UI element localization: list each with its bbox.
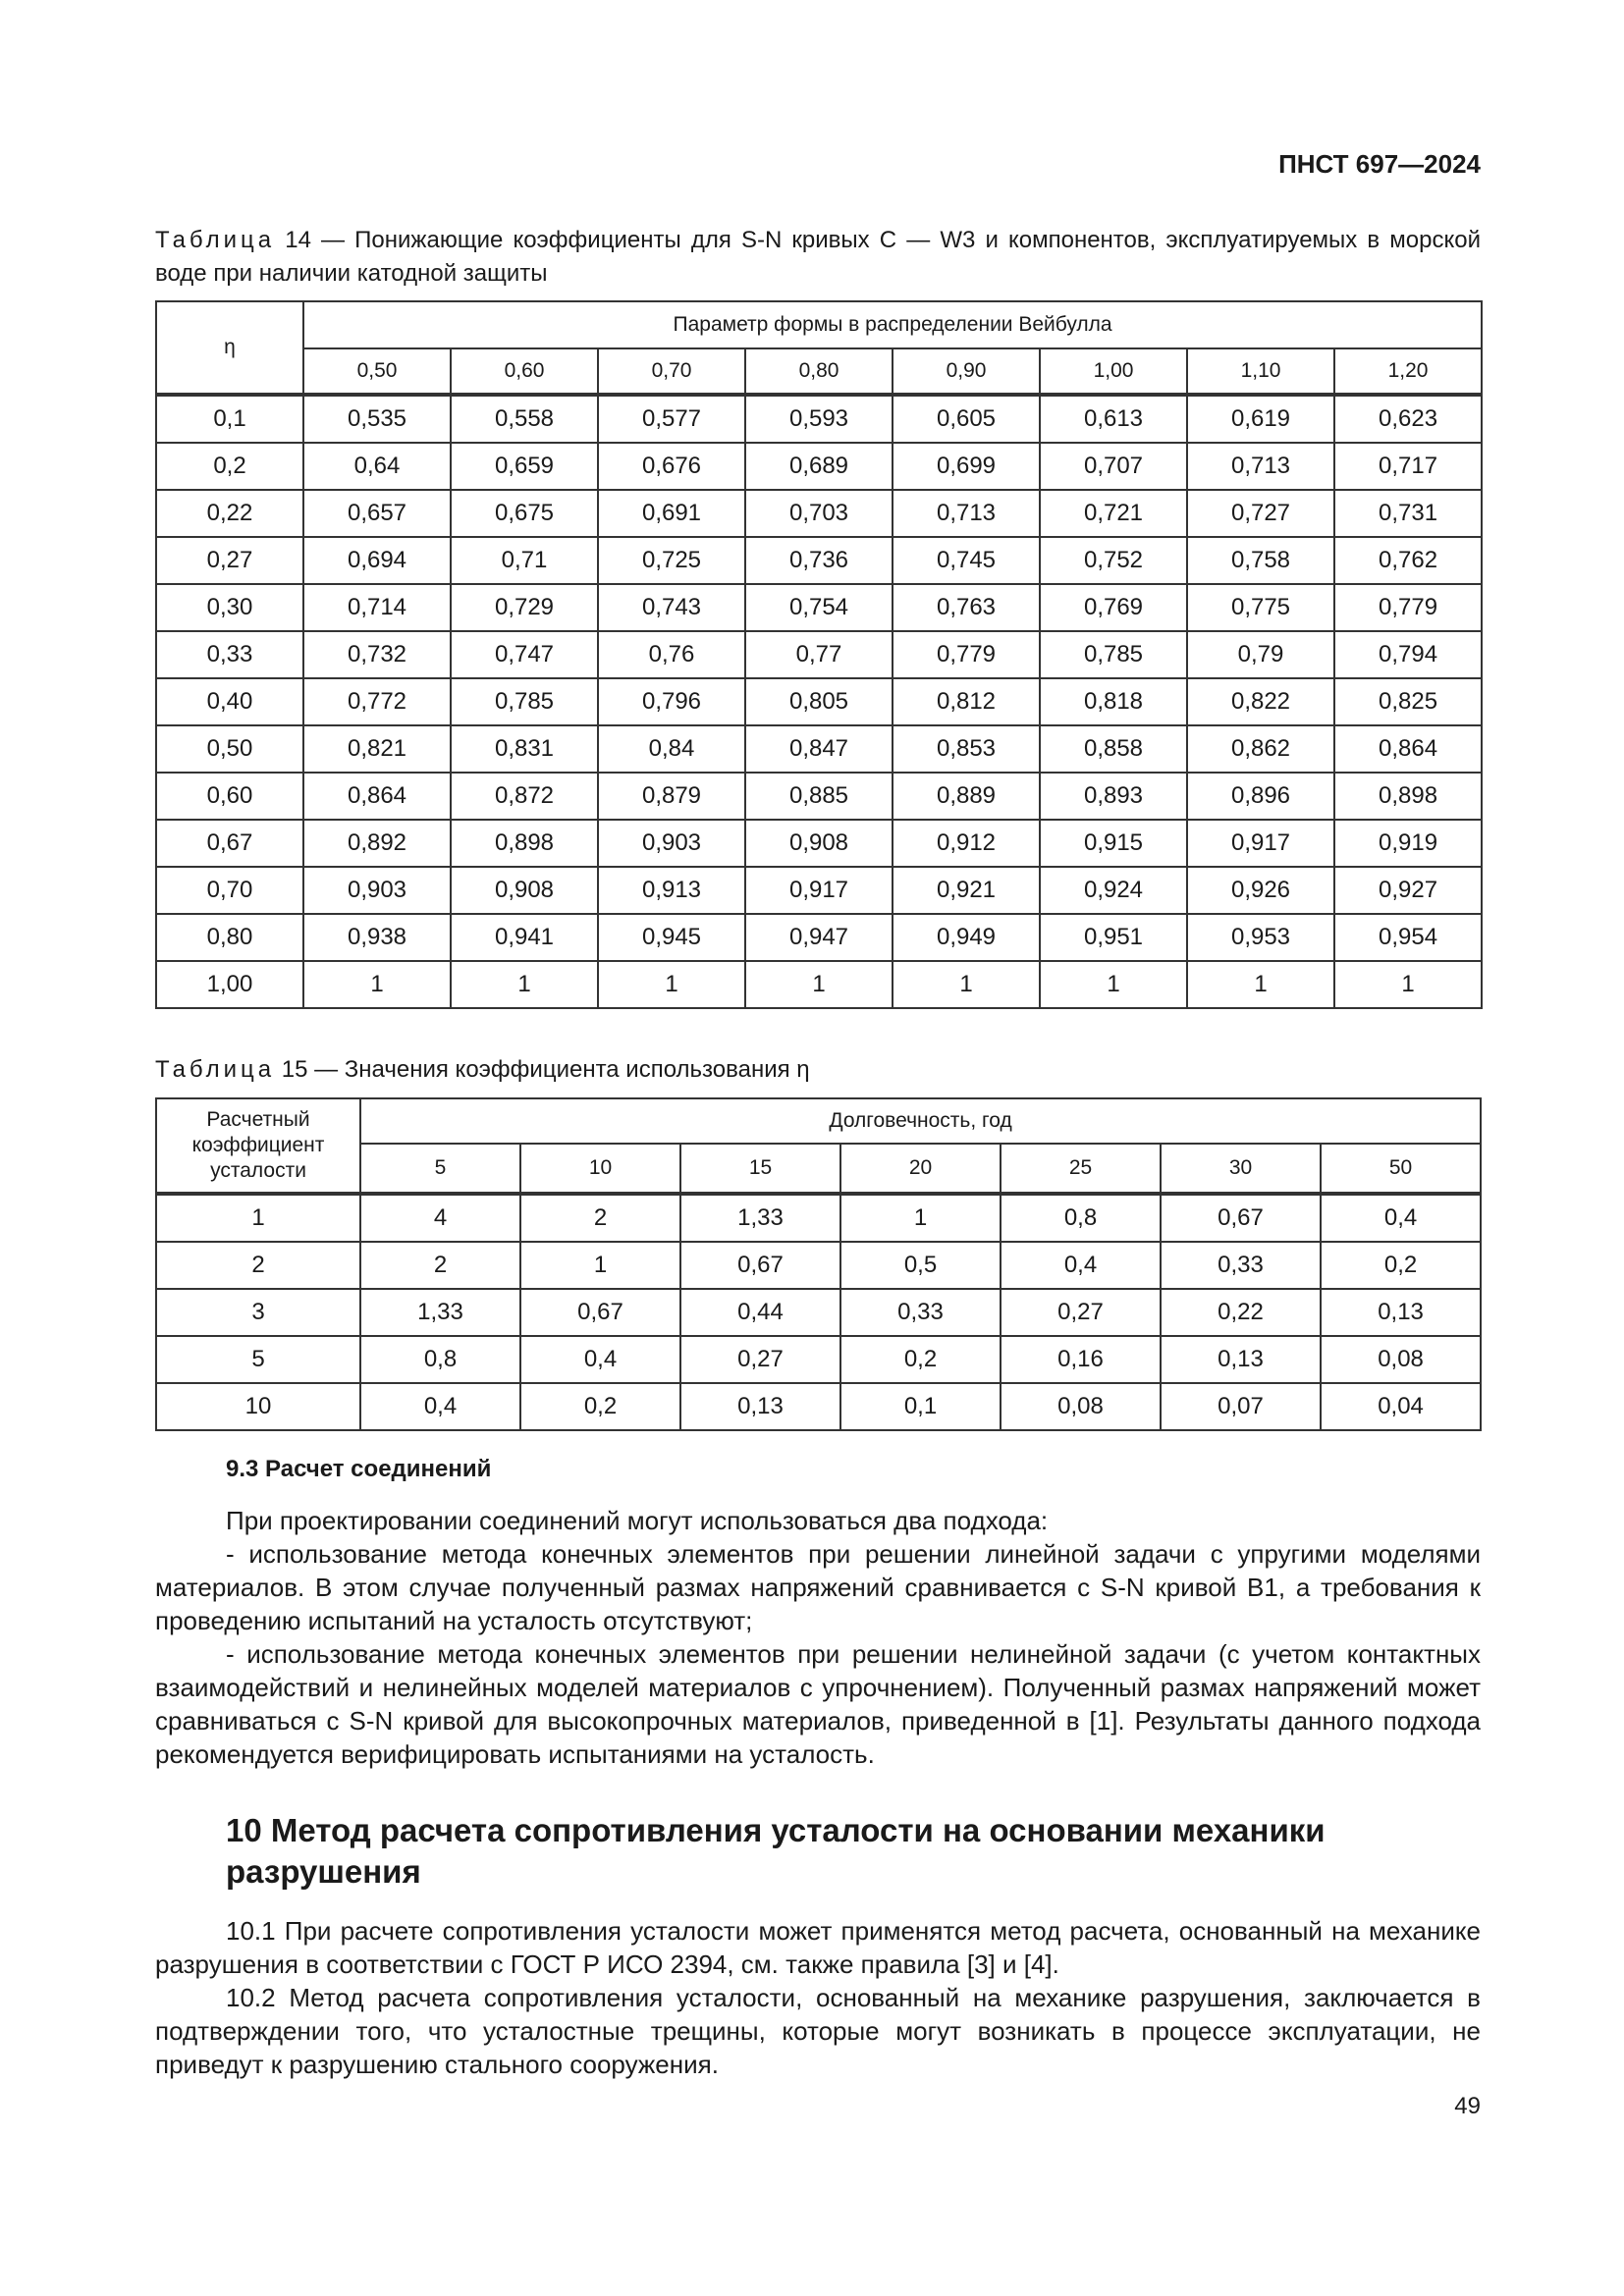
table-row: [156, 1289, 1481, 1336]
table-cell: 0,717: [1334, 443, 1482, 490]
row-header-cell: 5: [156, 1336, 360, 1383]
table-row: [156, 395, 1482, 443]
table-cell: 0,747: [451, 631, 598, 678]
table-cell: 0,953: [1187, 914, 1334, 961]
table-row: [156, 678, 1482, 725]
table-row: [156, 1336, 1481, 1383]
table-cell: 0,769: [1040, 584, 1187, 631]
table-cell: 0,67: [1161, 1194, 1321, 1242]
row-header-cell: 0,33: [156, 631, 303, 678]
table-cell: 0,754: [745, 584, 893, 631]
table-15: [155, 1097, 1482, 1431]
table-cell: 0,762: [1334, 537, 1482, 584]
table-row: [156, 537, 1482, 584]
table-cell: 0,896: [1187, 773, 1334, 820]
table-cell: 0,71: [451, 537, 598, 584]
table-cell: 0,8: [1001, 1194, 1161, 1242]
table-cell: 0,593: [745, 395, 893, 443]
table-cell: 0,703: [745, 490, 893, 537]
table-cell: 1: [303, 961, 451, 1008]
chapter-10-heading: 10 Метод расчета сопротивления усталости на основании механики разрушения: [226, 1812, 1326, 1890]
table-cell: 0,785: [1040, 631, 1187, 678]
table15-column-header: 20: [840, 1144, 1001, 1194]
table-row: [156, 820, 1482, 867]
table-cell: 0,676: [598, 443, 745, 490]
table-cell: 0,2: [840, 1336, 1001, 1383]
table-cell: 0,33: [1161, 1242, 1321, 1289]
table-cell: 0,752: [1040, 537, 1187, 584]
table-cell: 0,779: [1334, 584, 1482, 631]
row-header-cell: 0,2: [156, 443, 303, 490]
row-header-cell: 3: [156, 1289, 360, 1336]
table-cell: 0,941: [451, 914, 598, 961]
table-cell: 0,8: [360, 1336, 520, 1383]
table-cell: 0,847: [745, 725, 893, 773]
table-cell: 0,903: [303, 867, 451, 914]
table-cell: 0,917: [1187, 820, 1334, 867]
table-cell: 0,27: [1001, 1289, 1161, 1336]
table-cell: 0,908: [745, 820, 893, 867]
table-cell: 0,947: [745, 914, 893, 961]
table-cell: 0,2: [1321, 1242, 1481, 1289]
table-row: [156, 1383, 1481, 1430]
row-header-cell: 0,1: [156, 395, 303, 443]
table-cell: 0,4: [1001, 1242, 1161, 1289]
table-row: [156, 914, 1482, 961]
row-header-cell: 0,30: [156, 584, 303, 631]
table14-column-header: 0,50: [303, 348, 451, 395]
table-cell: 0,915: [1040, 820, 1187, 867]
table14-column-header: 1,00: [1040, 348, 1187, 395]
section-9-3-intro: При проектировании соединений могут использоваться два подхода:: [226, 1506, 1049, 1535]
table-cell: 0,872: [451, 773, 598, 820]
table-cell: 0,623: [1334, 395, 1482, 443]
table-cell: 0,33: [840, 1289, 1001, 1336]
table-cell: 0,892: [303, 820, 451, 867]
table-cell: 0,812: [893, 678, 1040, 725]
section-9-3-heading: 9.3 Расчет соединений: [226, 1456, 492, 1482]
table-row: [156, 490, 1482, 537]
table-cell: 0,4: [360, 1383, 520, 1430]
row-header-cell: 0,67: [156, 820, 303, 867]
table15-caption-label: Таблица: [155, 1056, 276, 1083]
table-cell: 1: [598, 961, 745, 1008]
row-header-cell: 1,00: [156, 961, 303, 1008]
table-cell: 4: [360, 1194, 520, 1242]
table15-caption: [155, 1053, 1481, 1087]
table-cell: 0,831: [451, 725, 598, 773]
table-cell: 1: [1187, 961, 1334, 1008]
table-cell: 0,864: [303, 773, 451, 820]
table-row: [156, 725, 1482, 773]
row-header-cell: 2: [156, 1242, 360, 1289]
table-cell: 0,736: [745, 537, 893, 584]
table-cell: 1: [520, 1242, 680, 1289]
table-cell: 0,853: [893, 725, 1040, 773]
table-cell: 0,4: [520, 1336, 680, 1383]
row-header-cell: 0,60: [156, 773, 303, 820]
table-cell: 0,13: [1161, 1336, 1321, 1383]
table-cell: 0,945: [598, 914, 745, 961]
table-cell: 0,694: [303, 537, 451, 584]
table-cell: 0,77: [745, 631, 893, 678]
table-cell: 0,84: [598, 725, 745, 773]
table14-column-header: 0,70: [598, 348, 745, 395]
table-cell: 0,927: [1334, 867, 1482, 914]
table-row: [156, 773, 1482, 820]
table-row: [156, 867, 1482, 914]
table15-column-header: 30: [1161, 1144, 1321, 1194]
table-cell: 0,04: [1321, 1383, 1481, 1430]
table-cell: 0,763: [893, 584, 1040, 631]
table-cell: 1: [745, 961, 893, 1008]
table-cell: 0,13: [680, 1383, 840, 1430]
table-cell: 0,5: [840, 1242, 1001, 1289]
table-cell: 0,818: [1040, 678, 1187, 725]
table-cell: 0,825: [1334, 678, 1482, 725]
row-header-cell: 10: [156, 1383, 360, 1430]
table-cell: 0,743: [598, 584, 745, 631]
table-cell: 0,13: [1321, 1289, 1481, 1336]
section-9-3-item-2: - использование метода конечных элементов при решении нелинейной задачи (с учетом контактных взаимодействий и нелинейных моделей материалов с упрочнением). Полученный размах напряжений может сравниваться с S-N кривой для высокопрочных материалов, приведенной в [1]. Результаты данного подхода рекомендуется верифицировать испытаниями на усталость.: [155, 1639, 1481, 1769]
table-cell: 0,954: [1334, 914, 1482, 961]
row-header-cell: 1: [156, 1194, 360, 1242]
table15-column-header: 15: [680, 1144, 840, 1194]
row-header-cell: 0,22: [156, 490, 303, 537]
table-cell: 0,731: [1334, 490, 1482, 537]
table-cell: 0,67: [520, 1289, 680, 1336]
table-cell: 0,862: [1187, 725, 1334, 773]
table15-factor-header: Расчетный коэффициент усталости: [156, 1098, 360, 1194]
table-row: [156, 1242, 1481, 1289]
table-row: [156, 1194, 1481, 1242]
table14-column-header: 0,90: [893, 348, 1040, 395]
table-cell: 0,951: [1040, 914, 1187, 961]
table-cell: 0,714: [303, 584, 451, 631]
table-cell: 0,558: [451, 395, 598, 443]
table-cell: 0,898: [451, 820, 598, 867]
table-cell: 0,794: [1334, 631, 1482, 678]
table-cell: 0,858: [1040, 725, 1187, 773]
table-cell: 0,675: [451, 490, 598, 537]
table-cell: 0,779: [893, 631, 1040, 678]
table14-caption-text: 14 — Понижающие коэффициенты для S-N кривых C — W3 и компонентов, эксплуатируемых в морской воде при наличии катодной защиты: [155, 227, 1481, 287]
table-cell: 0,903: [598, 820, 745, 867]
section-10-2-paragraph: 10.2 Метод расчета сопротивления усталости, основанный на механике разрушения, заключается в подтверждении того, что усталостные трещины, которые могут возникать в процессе эксплуатации, не приведут к разрушению стального сооружения.: [155, 1983, 1481, 2079]
row-header-cell: 0,50: [156, 725, 303, 773]
table-cell: 0,67: [680, 1242, 840, 1289]
table-cell: 0,691: [598, 490, 745, 537]
table-cell: 2: [360, 1242, 520, 1289]
table-row: [156, 443, 1482, 490]
table15-column-header: 50: [1321, 1144, 1481, 1194]
table-cell: 0,07: [1161, 1383, 1321, 1430]
table-cell: 0,917: [745, 867, 893, 914]
table-cell: 1: [893, 961, 1040, 1008]
table14-eta-header: η: [156, 301, 303, 395]
table-cell: 0,924: [1040, 867, 1187, 914]
table-cell: 0,821: [303, 725, 451, 773]
table-cell: 0,908: [451, 867, 598, 914]
table-cell: 1,33: [360, 1289, 520, 1336]
table15-column-header: 5: [360, 1144, 520, 1194]
table14-column-header: 0,60: [451, 348, 598, 395]
table-cell: 0,727: [1187, 490, 1334, 537]
table-14: [155, 300, 1483, 1009]
table-cell: 0,921: [893, 867, 1040, 914]
table-cell: 2: [520, 1194, 680, 1242]
table-cell: 0,729: [451, 584, 598, 631]
table15-column-header: 10: [520, 1144, 680, 1194]
table-cell: 0,577: [598, 395, 745, 443]
table15-caption-text: 15 — Значения коэффициента использования η: [275, 1056, 810, 1083]
table-cell: 0,805: [745, 678, 893, 725]
table-cell: 0,775: [1187, 584, 1334, 631]
table-cell: 0,44: [680, 1289, 840, 1336]
table-cell: 0,796: [598, 678, 745, 725]
table-cell: 0,16: [1001, 1336, 1161, 1383]
table-cell: 0,79: [1187, 631, 1334, 678]
table-cell: 0,535: [303, 395, 451, 443]
table-cell: 0,912: [893, 820, 1040, 867]
document-id-header: ПНСТ 697—2024: [1278, 149, 1481, 179]
table-cell: 0,898: [1334, 773, 1482, 820]
table-cell: 0,938: [303, 914, 451, 961]
row-header-cell: 0,40: [156, 678, 303, 725]
table-cell: 0,64: [303, 443, 451, 490]
table14-column-header: 1,20: [1334, 348, 1482, 395]
page-number: 49: [1454, 2093, 1481, 2119]
table-cell: 0,657: [303, 490, 451, 537]
table14-column-header: 0,80: [745, 348, 893, 395]
table-cell: 1: [840, 1194, 1001, 1242]
table-cell: 0,689: [745, 443, 893, 490]
table-cell: 0,893: [1040, 773, 1187, 820]
section-10-1-paragraph: 10.1 При расчете сопротивления усталости может применятся метод расчета, основанный на механике разрушения в соответствии с ГОСТ Р ИСО 2394, см. также правила [3] и [4].: [155, 1916, 1481, 1979]
row-header-cell: 0,27: [156, 537, 303, 584]
table-cell: 0,913: [598, 867, 745, 914]
row-header-cell: 0,80: [156, 914, 303, 961]
table-cell: 0,772: [303, 678, 451, 725]
table-cell: 0,885: [745, 773, 893, 820]
table-cell: 0,619: [1187, 395, 1334, 443]
table-row: [156, 961, 1482, 1008]
table15-column-header: 25: [1001, 1144, 1161, 1194]
table-cell: 0,22: [1161, 1289, 1321, 1336]
table-cell: 0,08: [1001, 1383, 1161, 1430]
table-row: [156, 584, 1482, 631]
table-cell: 0,758: [1187, 537, 1334, 584]
table14-column-header: 1,10: [1187, 348, 1334, 395]
table-cell: 1: [1040, 961, 1187, 1008]
table-cell: 0,76: [598, 631, 745, 678]
row-header-cell: 0,70: [156, 867, 303, 914]
table-cell: 0,919: [1334, 820, 1482, 867]
table-cell: 0,926: [1187, 867, 1334, 914]
table-cell: 0,27: [680, 1336, 840, 1383]
table-cell: 0,707: [1040, 443, 1187, 490]
table-cell: 0,864: [1334, 725, 1482, 773]
section-9-3-item-1: - использование метода конечных элементов при решении линейной задачи с упругими моделями материалов. В этом случае полученный размах напряжений сравнивается с S-N кривой B1, а требования к проведению испытаний на усталость отсутствуют;: [155, 1539, 1481, 1635]
table-cell: 0,659: [451, 443, 598, 490]
table-cell: 0,2: [520, 1383, 680, 1430]
table-cell: 0,713: [893, 490, 1040, 537]
table-cell: 0,721: [1040, 490, 1187, 537]
table-cell: 0,822: [1187, 678, 1334, 725]
table-cell: 0,4: [1321, 1194, 1481, 1242]
table-cell: 0,605: [893, 395, 1040, 443]
table-cell: 0,699: [893, 443, 1040, 490]
table-cell: 0,713: [1187, 443, 1334, 490]
table-row: [156, 631, 1482, 678]
table-cell: 0,889: [893, 773, 1040, 820]
table14-caption-label: Таблица: [155, 227, 276, 253]
table-cell: 1,33: [680, 1194, 840, 1242]
table-cell: 0,08: [1321, 1336, 1481, 1383]
table14-group-header: Параметр формы в распределении Вейбулла: [303, 301, 1482, 348]
table-cell: 0,745: [893, 537, 1040, 584]
table-cell: 1: [451, 961, 598, 1008]
table15-group-header: Долговечность, год: [360, 1098, 1481, 1144]
table-cell: 0,949: [893, 914, 1040, 961]
table-cell: 0,785: [451, 678, 598, 725]
table-cell: 0,725: [598, 537, 745, 584]
table14-caption: [155, 224, 1481, 291]
table-cell: 0,613: [1040, 395, 1187, 443]
table-cell: 0,732: [303, 631, 451, 678]
table-cell: 1: [1334, 961, 1482, 1008]
table-cell: 0,879: [598, 773, 745, 820]
table-cell: 0,1: [840, 1383, 1001, 1430]
